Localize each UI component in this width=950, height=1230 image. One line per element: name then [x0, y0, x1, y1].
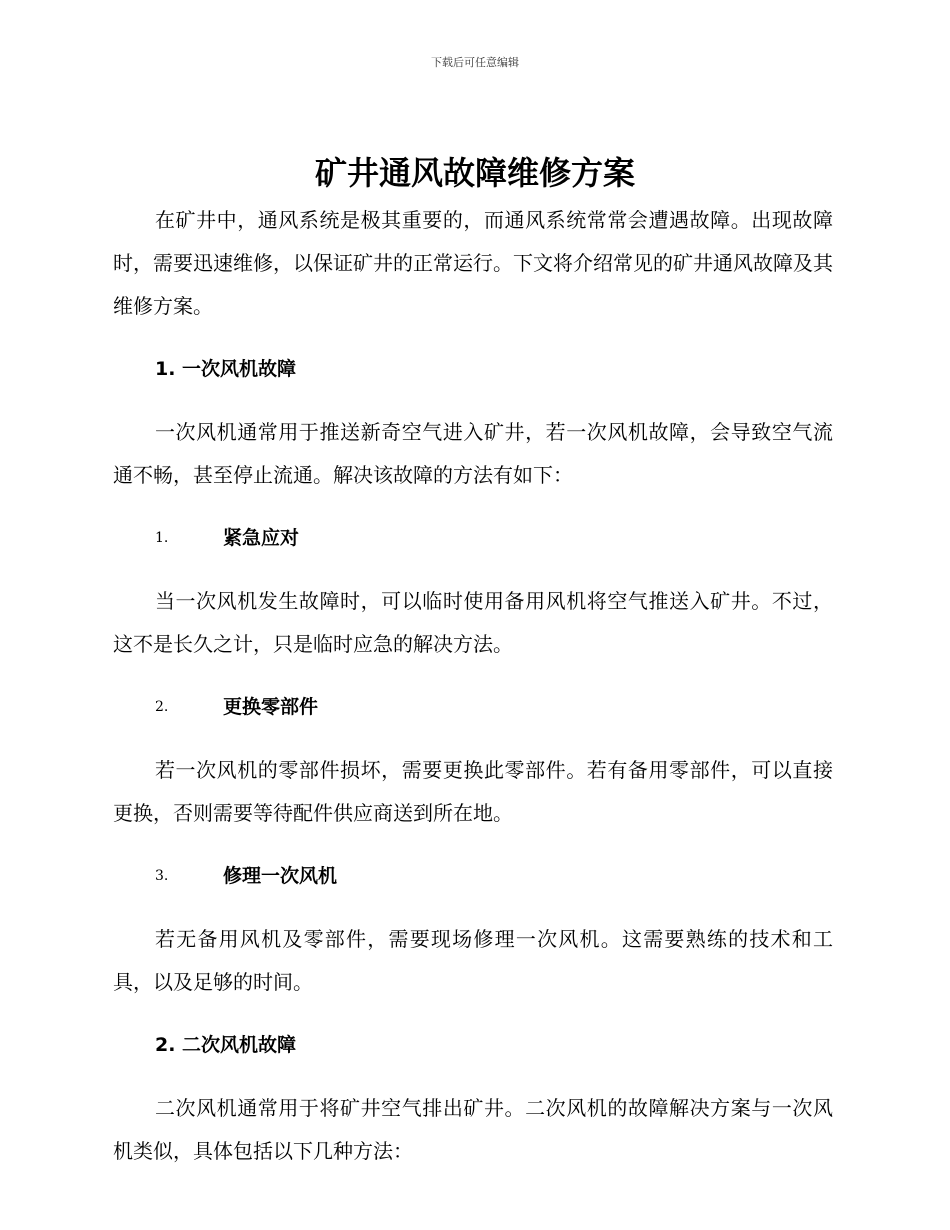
subsection-paragraph-emergency: 当一次风机发生故障时，可以临时使用备用风机将空气推送入矿井。不过，这不是长久之计，只是临时应急的解决方法。	[113, 589, 833, 656]
header-note: 下载后可任意编辑	[431, 56, 519, 69]
subsection-number: 2.	[155, 699, 169, 715]
subsection-label: 更换零部件	[223, 696, 319, 718]
subsection-label: 紧急应对	[223, 527, 300, 549]
subsection-heading-replace-parts	[155, 686, 833, 729]
subsection-number: 1.	[155, 530, 169, 546]
intro-paragraph: 在矿井中，通风系统是极其重要的，而通风系统常常会遭遇故障。出现故障时，需要迅速维修，以保证矿井的正常运行。下文将介绍常见的矿井通风故障及其维修方案。	[113, 208, 833, 318]
document-title: 矿井通风故障维修方案	[314, 154, 635, 192]
subsection-paragraph-replace-parts: 若一次风机的零部件损坏，需要更换此零部件。若有备用零部件，可以直接更换，否则需要等待配件供应商送到所在地。	[113, 758, 833, 825]
section-heading-secondary-fan: 2. 二次风机故障	[155, 1034, 297, 1056]
section-paragraph-secondary-fan: 二次风机通常用于将矿井空气排出矿井。二次风机的故障解决方案与一次风机类似，具体包括以下几种方法：	[113, 1096, 833, 1163]
subsection-heading-repair-fan	[155, 855, 833, 898]
document-body	[113, 199, 833, 1173]
subsection-paragraph-repair-fan: 若无备用风机及零部件，需要现场修理一次风机。这需要熟练的技术和工具，以及足够的时间。	[113, 927, 833, 994]
subsection-label: 修理一次风机	[223, 865, 338, 887]
subsection-heading-emergency	[155, 517, 833, 560]
section-paragraph-primary-fan: 一次风机通常用于推送新奇空气进入矿井，若一次风机故障，会导致空气流通不畅，甚至停止流通。解决该故障的方法有如下：	[113, 420, 833, 487]
subsection-number: 3.	[155, 868, 169, 884]
section-heading-primary-fan: 1. 一次风机故障	[155, 358, 297, 380]
